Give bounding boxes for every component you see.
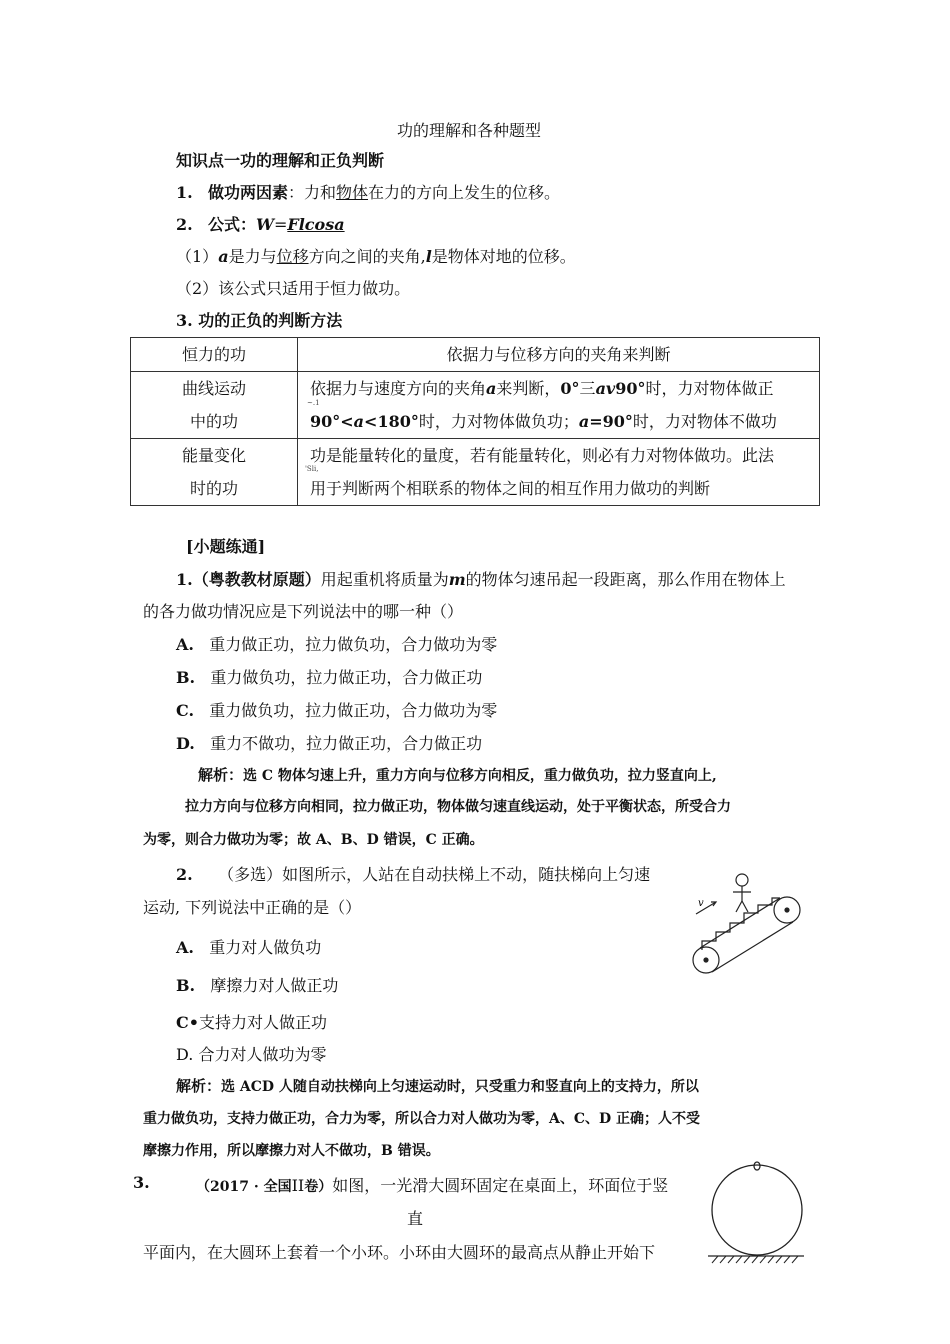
point-1-underlined-word: 物体 bbox=[336, 183, 369, 202]
point-1-label: 做功两因素 bbox=[207, 183, 288, 202]
point-3-number: 3 bbox=[176, 311, 188, 330]
velocity-label: v bbox=[698, 898, 704, 909]
table-cell: 能量变化 时的功 bbox=[131, 439, 298, 506]
point-2-note-1 bbox=[176, 244, 576, 267]
q2-stem-line-2: 运动, 下列说法中正确的是（） bbox=[143, 898, 362, 917]
q3-number: 3. bbox=[133, 1173, 150, 1192]
table-row bbox=[131, 439, 820, 506]
note-1-text-c: 是物体对地的位移。 bbox=[431, 247, 576, 266]
q2-answer-line-3: 摩擦力作用，所以摩擦力对人不做功，B 错误。 bbox=[143, 1143, 440, 1159]
formula-body: Flcosa bbox=[287, 215, 345, 234]
table-cell: 功是能量转化的量度，若有能量转化，则必有力对物体做功。此法 用于判断两个相联系的物体之间的相互作用力做功的判断 'Sli, bbox=[298, 439, 820, 506]
point-3-text: . 功的正负的判断方法 bbox=[187, 311, 343, 330]
q1-option-c[interactable]: C. 重力做负功，拉力做正功，合力做功为零 bbox=[176, 701, 498, 720]
q2-stem-line-1: 2. （多选）如图所示，人站在自动扶梯上不动，随扶梯向上匀速 bbox=[176, 865, 651, 884]
table-line: 依据力与速度方向的夹角a来判断，0°三av90°时，力对物体做正 bbox=[310, 379, 774, 398]
note-1-a: a bbox=[218, 247, 229, 266]
note-1-text-b: 方向之间的夹角, bbox=[308, 247, 426, 266]
table-cell: 依据力与位移方向的夹角来判断 bbox=[298, 338, 820, 372]
q2-answer-line-2: 重力做负功，支持力做正功，合力为零，所以合力对人做功为零，A、C、D 正确；人不受 bbox=[143, 1111, 701, 1127]
small-ring bbox=[754, 1162, 760, 1170]
point-1-text-a: ：力和 bbox=[287, 183, 336, 202]
point-1-number: 1. bbox=[176, 183, 193, 202]
point-3-heading bbox=[176, 308, 342, 331]
q2-answer-line-1: 解析：选 ACD 人随自动扶梯向上匀速运动时，只受重力和竖直向上的支持力，所以 bbox=[176, 1077, 699, 1095]
q1-option-b[interactable]: B. 重力做负功，拉力做正功，合力做正功 bbox=[176, 668, 483, 687]
table-cell bbox=[298, 372, 820, 439]
point-2 bbox=[176, 212, 345, 235]
q1-option-a[interactable]: A. 重力做正功，拉力做负功，合力做功为零 bbox=[176, 635, 498, 654]
q2-option-a[interactable]: A. 重力对人做负功 bbox=[176, 938, 322, 957]
q1-answer-line-1: 解析：选 C 物体匀速上升，重力方向与位移方向相反，重力做负功，拉力竖直向上, bbox=[198, 766, 717, 784]
section-heading: 知识点一功的理解和正负判断 bbox=[176, 151, 385, 170]
note-1-text-a: 是力与 bbox=[228, 247, 277, 266]
document-title: 功的理解和各种题型 bbox=[397, 121, 542, 140]
work-sign-table bbox=[130, 337, 820, 506]
escalator-figure bbox=[680, 868, 810, 983]
scan-mark: 'Sli, bbox=[305, 465, 319, 473]
note-1-l: l bbox=[425, 247, 432, 266]
note-1-underlined-word: 位移 bbox=[276, 247, 309, 266]
q1-stem-line-1: 1.（粤教教材原题）用起重机将质量为m的物体匀速吊起一段距离，那么作用在物体上 bbox=[176, 570, 786, 589]
point-1 bbox=[176, 180, 560, 203]
q3-stem-line-2: 平面内，在大圆环上套着一个小环。小环由大圆环的最高点从静止开始下 bbox=[143, 1243, 656, 1262]
q2-option-c[interactable]: C•支持力对人做正功 bbox=[176, 1013, 327, 1032]
q1-source: （粤教教材原题） bbox=[192, 570, 321, 589]
table-cell: 恒力的功 bbox=[131, 338, 298, 372]
table-line: 90°<a<180°时，力对物体做负功；a=90°时，力对物体不做功 bbox=[310, 412, 777, 431]
q3-stem-line-1: （2017 · 全国II卷）如图，一光滑大圆环固定在桌面上，环面位于竖 bbox=[196, 1176, 669, 1195]
point-2-label: 公式： bbox=[207, 215, 256, 234]
q1-option-d[interactable]: D. 重力不做功，拉力做正功，合力做正功 bbox=[176, 734, 483, 753]
scan-mark: ~.1 bbox=[307, 399, 320, 407]
q1-stem-line-2: 的各力做功情况应是下列说法中的哪一种（） bbox=[143, 602, 464, 621]
q1-answer-line-3: 为零，则合力做功为零；故 A、B、D 错误，C 正确。 bbox=[143, 832, 484, 848]
table-row bbox=[131, 338, 820, 372]
point-1-text-b: 在力的方向上发生的位移。 bbox=[368, 183, 561, 202]
q1-answer-line-2: 拉力方向与位移方向相同，拉力做正功，物体做匀速直线运动，处于平衡状态，所受合力 bbox=[185, 799, 731, 815]
q2-option-d[interactable]: D. 合力对人做功为零 bbox=[176, 1045, 327, 1064]
table-cell: 曲线运动 中的功 bbox=[131, 372, 298, 439]
person-head bbox=[736, 874, 748, 886]
point-2-note-2: （2）该公式只适用于恒力做功。 bbox=[176, 279, 411, 298]
point-2-number: 2. bbox=[176, 215, 193, 234]
large-ring bbox=[712, 1165, 802, 1255]
note-1-open: （1） bbox=[176, 247, 219, 266]
table-row bbox=[131, 372, 820, 439]
q3-stem-wrap: 直 bbox=[407, 1209, 424, 1228]
formula-w: W bbox=[255, 215, 274, 234]
practice-heading: [小题练通] bbox=[186, 537, 266, 556]
formula-eq: = bbox=[273, 215, 288, 234]
ring-figure bbox=[700, 1158, 810, 1270]
q2-option-b[interactable]: B. 摩擦力对人做正功 bbox=[176, 976, 339, 995]
